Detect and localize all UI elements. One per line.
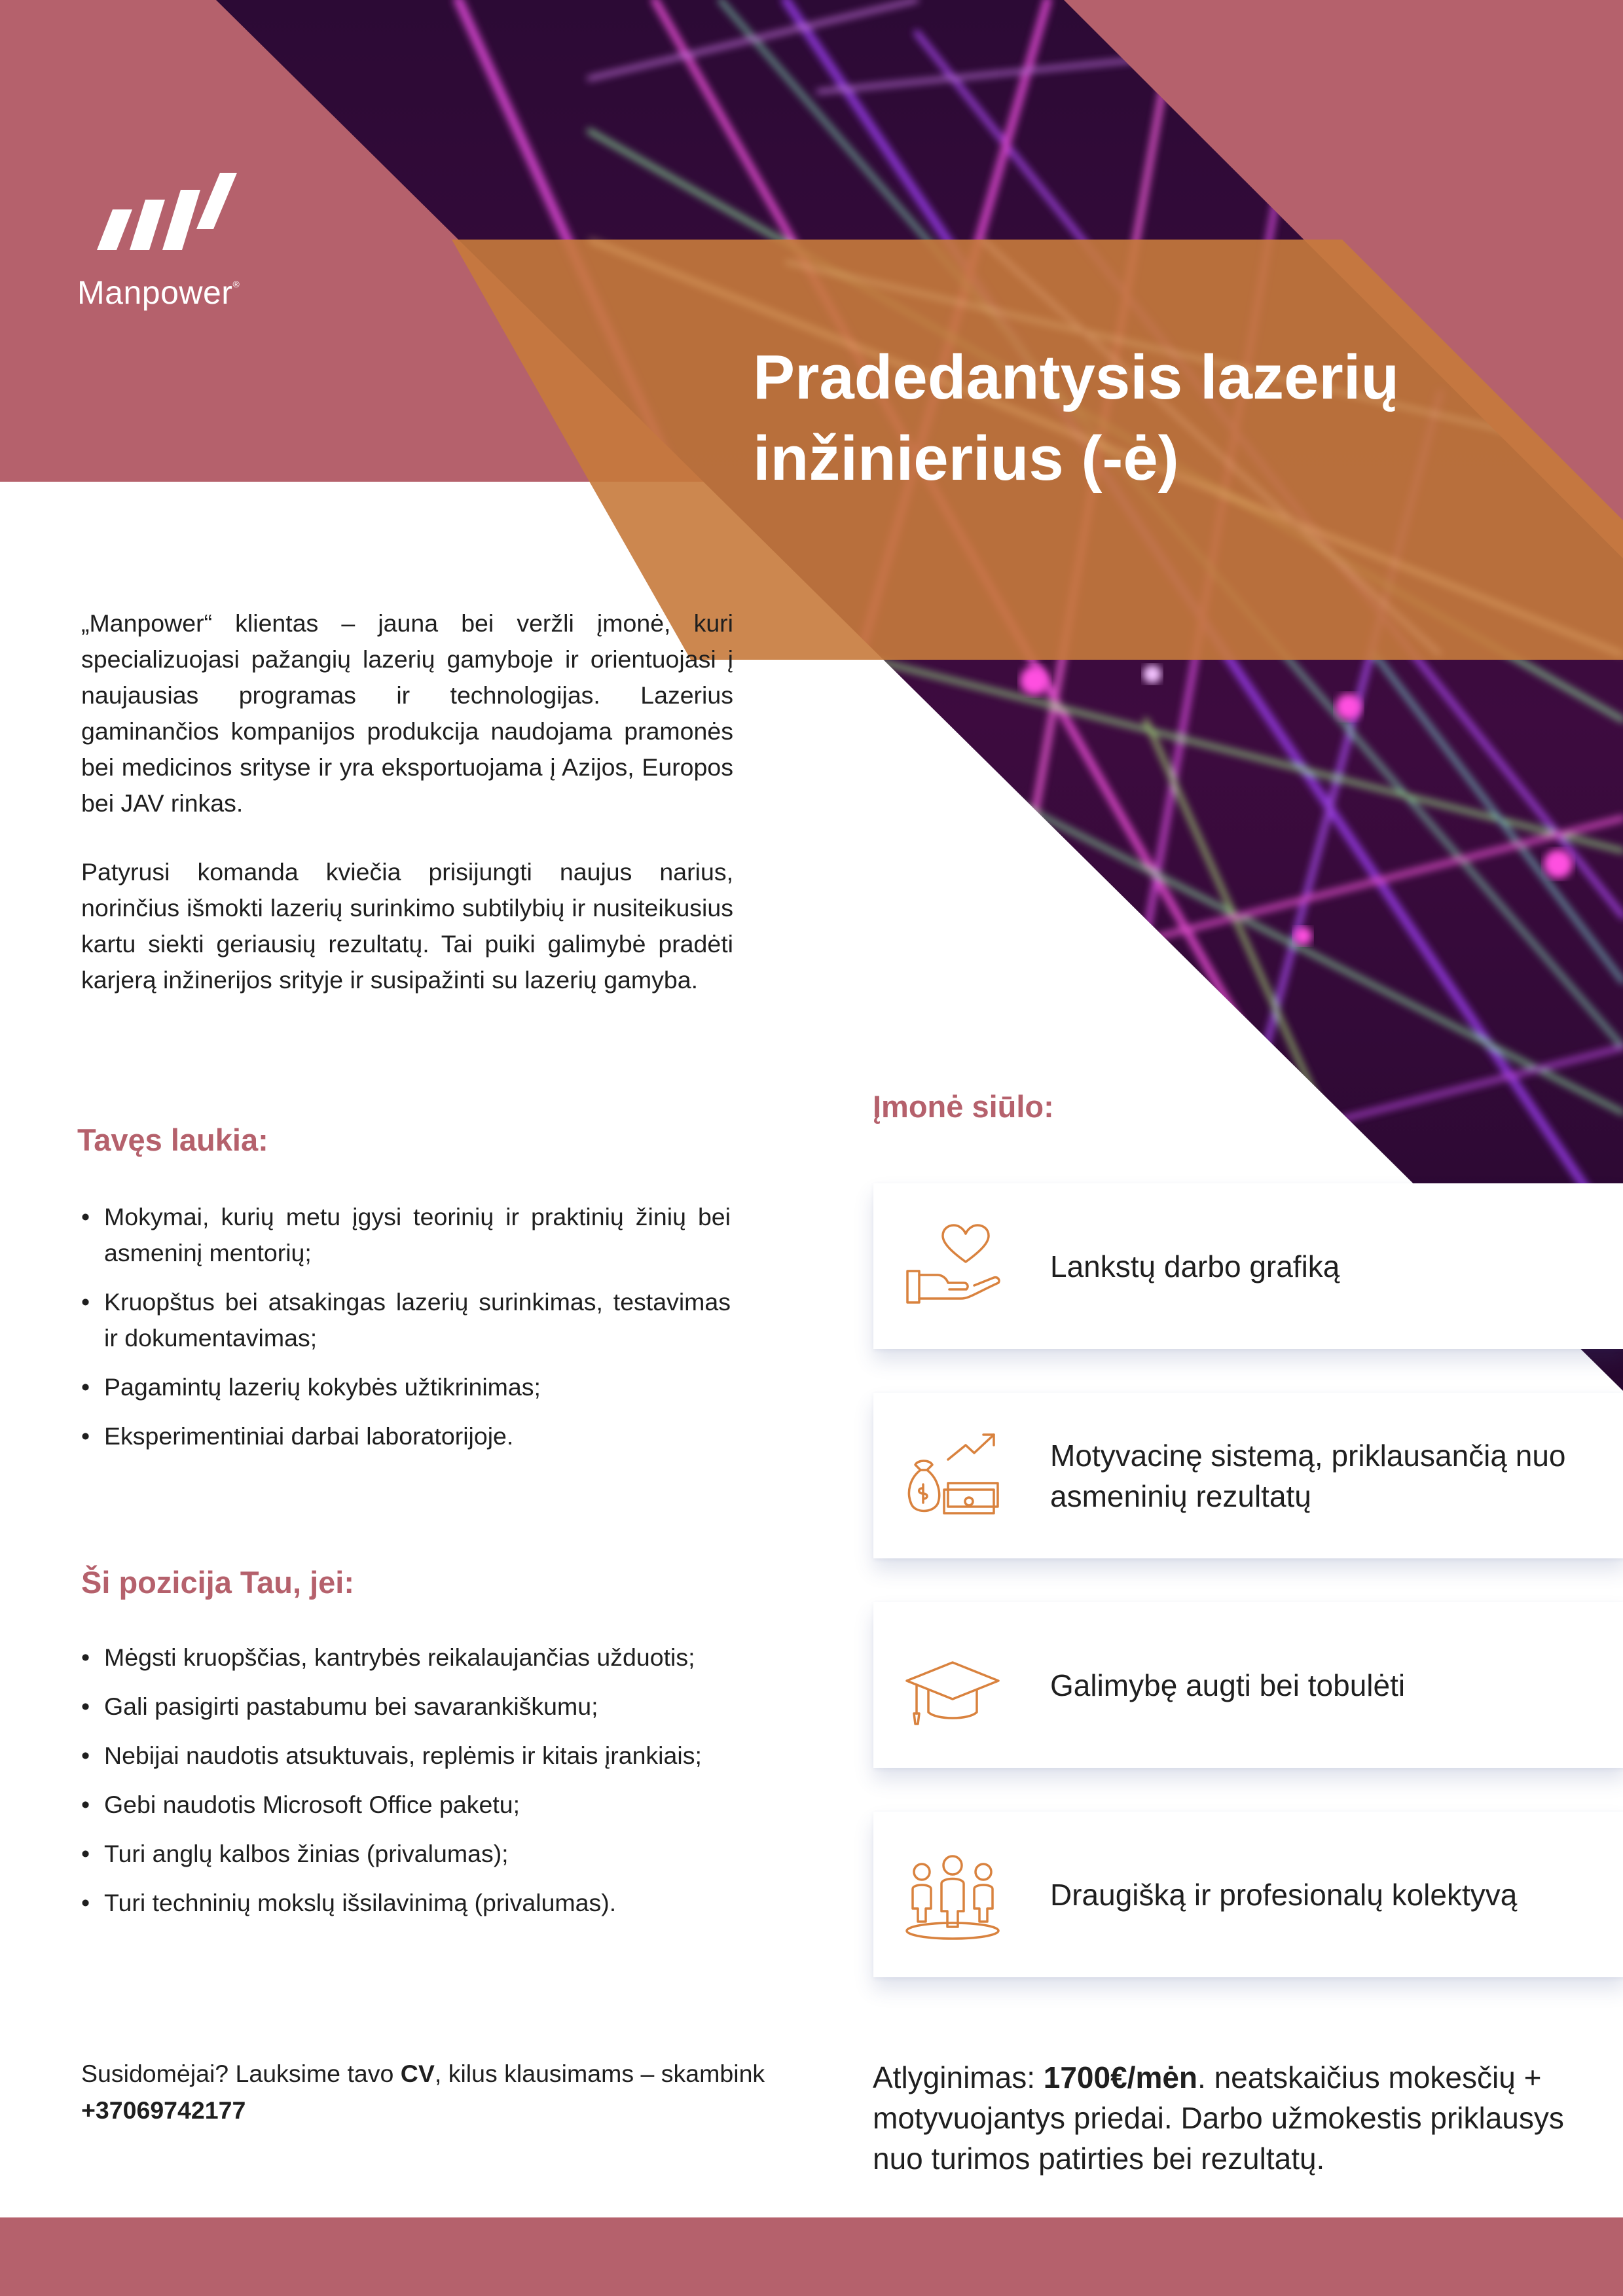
- footer-band: [0, 2217, 1623, 2296]
- list-item: • Nebijai naudotis atsuktuvais, replėmis ir kitais įrankiais;: [81, 1738, 828, 1774]
- list-item: • Kruopštus bei atsakingas lazerių surinkimas, testavimas ir dokumentavimas;: [81, 1284, 731, 1356]
- heart-in-hand-icon: [903, 1217, 1002, 1316]
- requirements-heading: Ši pozicija Tau, jei:: [81, 1565, 354, 1600]
- salary-amount: 1700€/mėn: [1043, 2060, 1198, 2094]
- cv-label: CV: [400, 2060, 435, 2087]
- list-item: • Gali pasigirti pastabumu bei savarankiškumu;: [81, 1689, 828, 1725]
- logo-wordmark: Manpower®: [77, 274, 240, 311]
- offer-card: [873, 1602, 1623, 1768]
- list-item: • Turi techninių mokslų išsilavinimą (privalumas).: [81, 1885, 828, 1921]
- list-item: • Turi anglų kalbos žinias (privalumas);: [81, 1836, 828, 1872]
- duties-list: [81, 1199, 731, 1454]
- offer-text: Motyvacinę sistemą, priklausančią nuo asmeninių rezultatų: [1050, 1438, 1566, 1513]
- list-item: • Eksperimentiniai darbai laboratorijoje.: [81, 1418, 731, 1454]
- job-title: [753, 337, 1571, 499]
- team-people-icon: [903, 1846, 1002, 1944]
- offer-card: [873, 1812, 1623, 1977]
- duties-heading: Tavęs laukia:: [77, 1122, 268, 1157]
- intro-paragraph-2: Patyrusi komanda kviečia prisijungti naujus narius, norinčius išmokti lazerių surinkimo subtilybių ir nusiteikusius kartu siekti geriausių rezultatų. Tai puiki galimybė pradėti karjerą inžinerijos srityje ir susipažinti su lazerių gamyba.: [81, 858, 733, 994]
- salary-info: Atlyginimas: 1700€/mėn. neatskaičius mokesčių + motyvuojantys priedai. Darbo užmokestis priklausys nuo turimos patirties bei rezultatų.: [873, 2060, 1564, 2176]
- graduation-cap-icon: [903, 1636, 1002, 1734]
- list-item: • Pagamintų lazerių kokybės užtikrinimas;: [81, 1369, 731, 1405]
- job-title-line-2: inžinierius (-ė): [753, 423, 1179, 493]
- intro-paragraph-1: „Manpower“ klientas – jauna bei veržli įmonė, kuri specializuojasi pažangių lazerių gamyboje ir orientuojasi į naujausias programas ir technologijas. Lazerius gaminančios kompanijos produkcija naudojama pramonės bei medicinos srityse ir yra eksportuojama į Azijos, Europos bei JAV rinkas.: [81, 609, 733, 817]
- offer-card: [873, 1393, 1623, 1558]
- money-growth-icon: [903, 1427, 1002, 1525]
- list-item: • Mėgsti kruopščias, kantrybės reikalaujančias užduotis;: [81, 1640, 828, 1676]
- job-title-line-1: Pradedantysis lazerių: [753, 342, 1400, 412]
- list-item: • Gebi naudotis Microsoft Office paketu;: [81, 1787, 828, 1823]
- phone-number: +37069742177: [81, 2096, 246, 2124]
- offer-text: Draugišką ir profesionalų kolektyvą: [1050, 1877, 1518, 1912]
- offer-text: Lankstų darbo grafiką: [1050, 1249, 1340, 1283]
- contact-info: Susidomėjai? Lauksime tavo CV, kilus klausimams – skambink +37069742177: [81, 2060, 765, 2124]
- offer-text: Galimybę augti bei tobulėti: [1050, 1668, 1406, 1702]
- requirements-list: [81, 1640, 828, 1921]
- offer-card: [873, 1183, 1623, 1349]
- list-item: • Mokymai, kurių metu įgysi teorinių ir praktinių žinių bei asmeninį mentorių;: [81, 1199, 731, 1271]
- offers-heading: Įmonė siūlo:: [873, 1089, 1054, 1124]
